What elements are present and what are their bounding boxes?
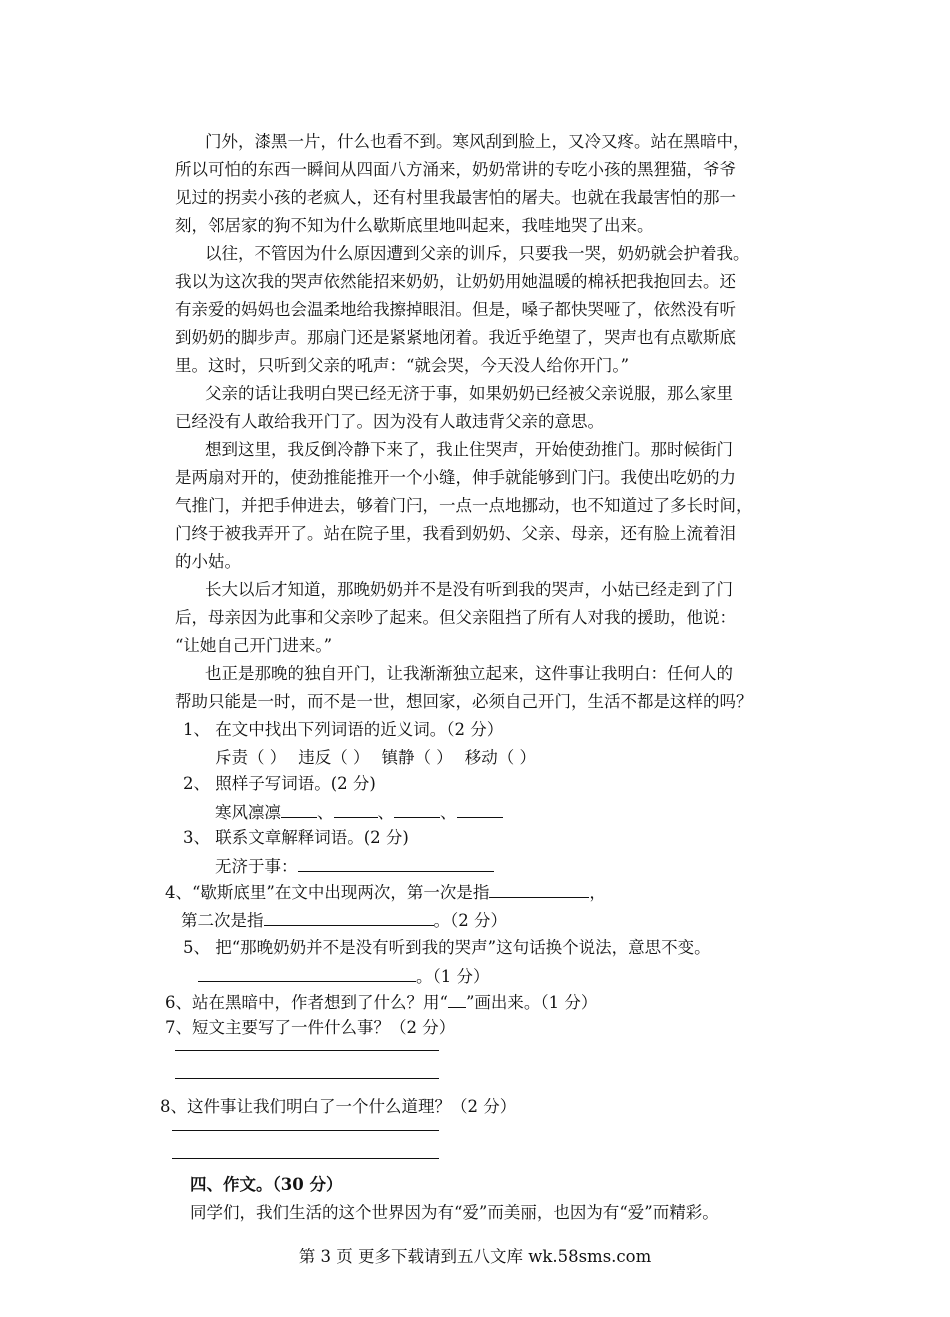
q7-answer-line-2[interactable] [175, 1078, 439, 1079]
passage-line-18: 后，母亲因为此事和父亲吵了起来。但父亲阻挡了所有人对我的援助，他说： [175, 608, 736, 627]
question-8: 8、这件事让我们明白了一个什么道理？（2 分） [160, 1097, 517, 1116]
q2-sep-1: 、 [317, 803, 334, 822]
question-2: 2、 照样子写词语。(2 分) [183, 774, 376, 793]
passage-line-4: 刻，邻居家的狗不知为什么歇斯底里地叫起来，我哇地哭了出来。 [175, 216, 654, 235]
q4-end: 。（2 分） [433, 911, 507, 930]
q4-blank-1[interactable] [489, 881, 589, 898]
q2-blank-1[interactable] [281, 801, 317, 818]
passage-line-8: 到奶奶的脚步声。那扇门还是紧紧地闭着。我近乎绝望了，哭声也有点歇斯底 [175, 328, 736, 347]
q4-comma: ， [589, 883, 606, 902]
q6-after: ”画出来。（1 分） [465, 993, 598, 1012]
passage-line-14: 气推门，并把手伸进去，够着门闩，一点一点地挪动，也不知道过了多长时间， [175, 496, 753, 515]
q8-answer-line-1[interactable] [172, 1130, 439, 1131]
question-6 [165, 991, 597, 1014]
q2-example: 寒风凛凛 [215, 803, 281, 822]
composition-intro: 同学们，我们生活的这个世界因为有“爱”而美丽，也因为有“爱”而精彩。 [190, 1203, 719, 1222]
question-4-line-2 [181, 909, 507, 932]
question-4-line-1 [165, 881, 606, 904]
passage-line-9: 里。这时，只听到父亲的吼声：“就会哭，今天没人给你开门。” [175, 356, 630, 375]
q6-before: 6、站在黑暗中，作者想到了什么？用“ [165, 993, 448, 1012]
question-3: 3、 联系文章解释词语。(2 分) [183, 828, 409, 847]
composition-heading: 四、作文。（30 分） [190, 1175, 343, 1194]
passage-line-13: 是两扇对开的，使劲推能推开一个小缝，伸手就能够到门闩。我使出吃奶的力 [175, 468, 736, 487]
question-1-words [215, 747, 536, 769]
q2-sep-3: 、 [440, 803, 457, 822]
question-2-answer-row [215, 801, 503, 824]
passage-line-6: 我以为这次我的哭声依然能招来奶奶，让奶奶用她温暖的棉袄把我抱回去。还 [175, 272, 736, 291]
q4-part-1: 4、“歇斯底里”在文中出现两次，第一次是指 [165, 883, 490, 902]
question-3-answer-row [215, 855, 494, 878]
question-1: 1、 在文中找出下列词语的近义词。（2 分） [183, 720, 504, 739]
question-5-answer-row [198, 965, 490, 988]
passage-line-21: 帮助只能是一时，而不是一世，想回家，必须自己开门，生活不都是这样的吗？ [175, 692, 753, 711]
q2-sep-2: 、 [377, 803, 394, 822]
passage-line-17: 长大以后才知道，那晚奶奶并不是没有听到我的哭声，小姑已经走到了门 [205, 580, 733, 599]
passage-line-15: 门终于被我弄开了。站在院子里，我看到奶奶、父亲、母亲，还有脸上流着泪 [175, 524, 736, 543]
q2-blank-3[interactable] [394, 801, 440, 818]
q3-blank[interactable] [298, 855, 494, 872]
q2-blank-2[interactable] [334, 801, 378, 818]
q3-term: 无济于事： [215, 857, 298, 876]
q8-answer-line-2[interactable] [172, 1158, 439, 1159]
passage-line-10: 父亲的话让我明白哭已经无济于事，如果奶奶已经被父亲说服，那么家里 [205, 384, 733, 403]
q5-end: 。（1 分） [416, 967, 490, 986]
question-5: 5、 把“那晚奶奶并不是没有听到我的哭声”这句话换个说法，意思不变。 [183, 938, 711, 957]
passage-line-20: 也正是那晚的独自开门，让我渐渐独立起来，这件事让我明白：任何人的 [205, 664, 733, 683]
passage-line-3: 见过的拐卖小孩的老疯人，还有村里我最害怕的屠夫。也就在我最害怕的那一 [175, 188, 736, 207]
question-7: 7、短文主要写了一件什么事？（2 分） [165, 1018, 456, 1037]
q4-part-2: 第二次是指 [181, 911, 264, 930]
q1-word-1: 斥责（ ） [215, 748, 287, 767]
q1-word-3: 镇静（ ） [381, 748, 453, 767]
q5-blank[interactable] [198, 965, 416, 982]
q1-word-4: 移动（ ） [464, 748, 536, 767]
q6-underline-sample [448, 991, 466, 1008]
passage-line-12: 想到这里，我反倒冷静下来了，我止住哭声，开始使劲推门。那时候街门 [205, 440, 733, 459]
q1-word-2: 违反（ ） [298, 748, 370, 767]
q2-blank-4[interactable] [457, 801, 503, 818]
passage-line-11: 已经没有人敢给我开门了。因为没有人敢违背父亲的意思。 [175, 412, 604, 431]
passage-line-19: “让她自己开门进来。” [175, 636, 333, 655]
passage-line-2: 所以可怕的东西一瞬间从四面八方涌来，奶奶常讲的专吃小孩的黑狸猫，爷爷 [175, 160, 736, 179]
passage-line-5: 以往，不管因为什么原因遭到父亲的训斥，只要我一哭，奶奶就会护着我。 [205, 244, 750, 263]
passage-line-7: 有亲爱的妈妈也会温柔地给我擦掉眼泪。但是，嗓子都快哭哑了，依然没有听 [175, 300, 736, 319]
passage-line-16: 的小姑。 [175, 552, 241, 571]
q7-answer-line-1[interactable] [175, 1050, 439, 1051]
q4-blank-2[interactable] [264, 909, 434, 926]
page-footer: 第 3 页 更多下载请到五八文库 wk.58sms.com [298, 1247, 652, 1266]
passage-line-1: 门外，漆黑一片，什么也看不到。寒风刮到脸上，又冷又疼。站在黑暗中， [205, 132, 750, 151]
